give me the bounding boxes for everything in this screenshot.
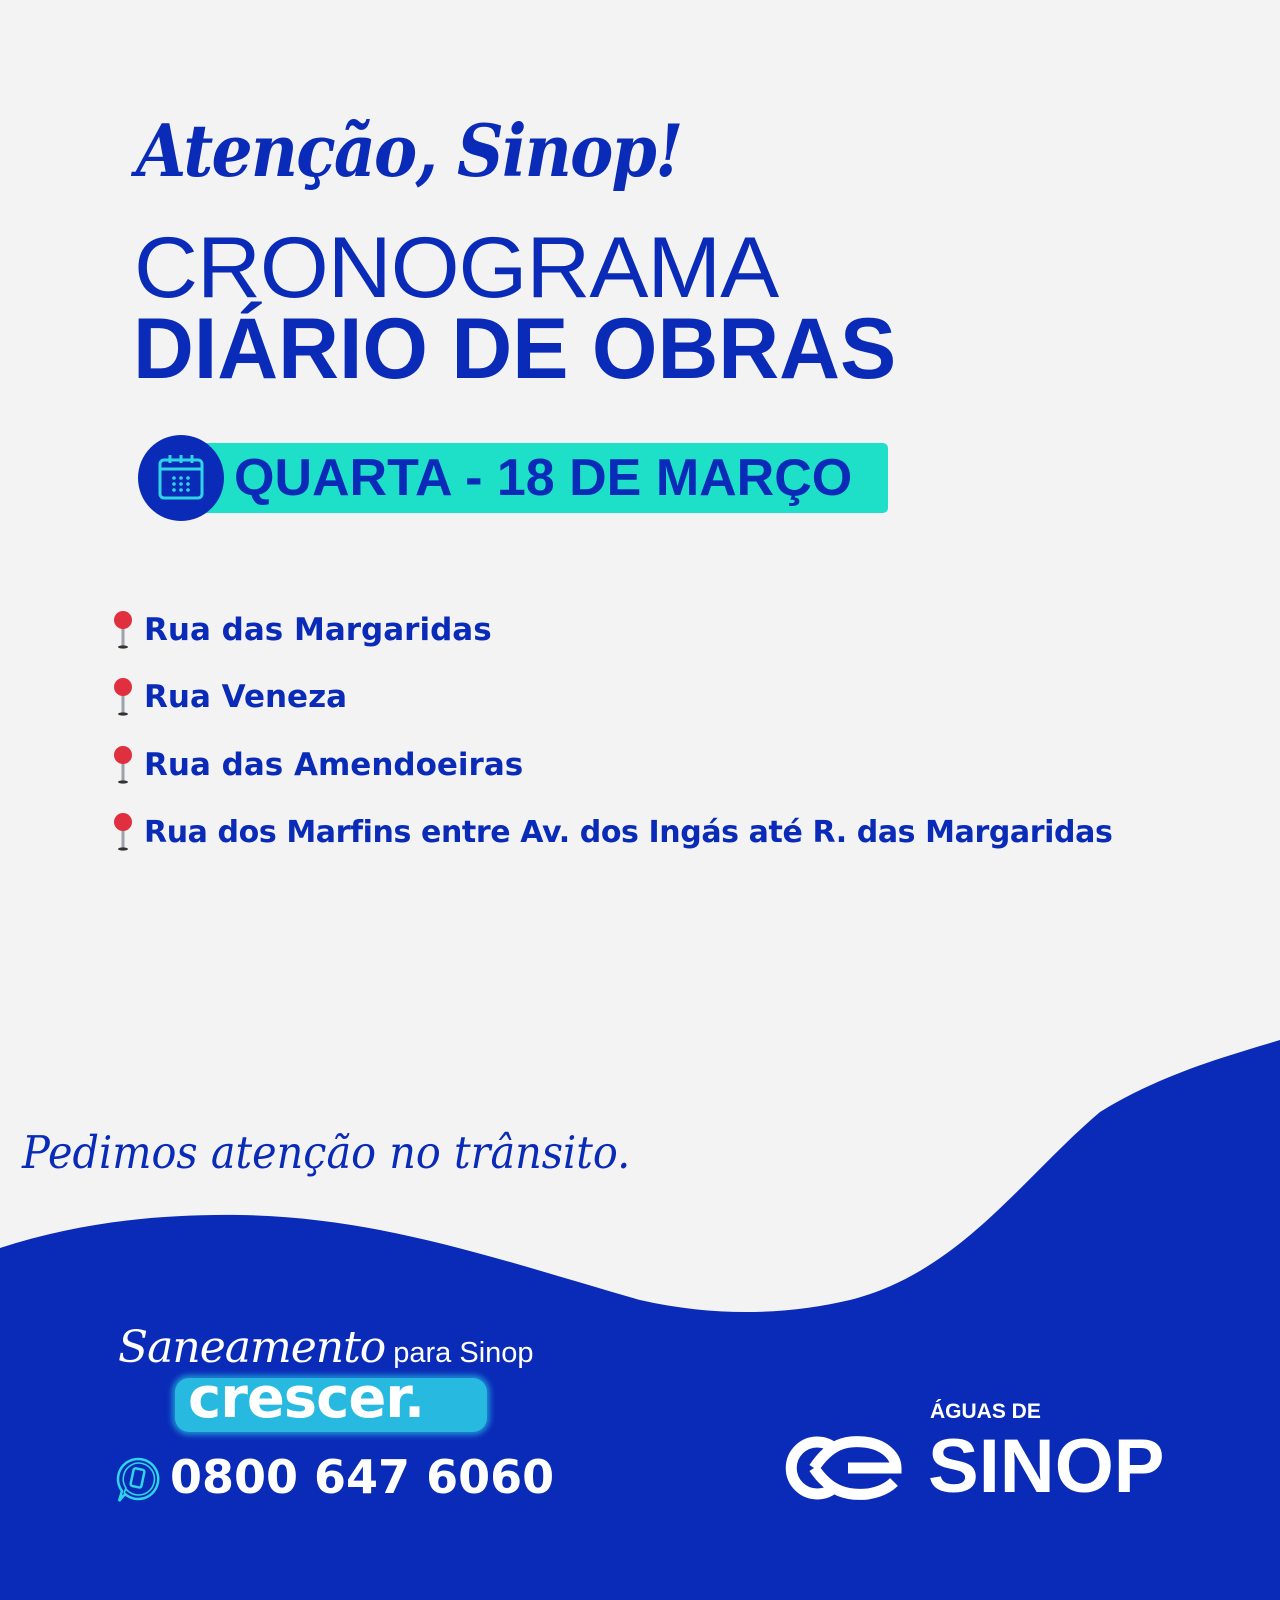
round-pushpin-icon xyxy=(108,610,138,650)
slogan-highlight: crescer. xyxy=(188,1366,425,1431)
street-item xyxy=(108,745,523,785)
page-title-line1: CRONOGRAMA xyxy=(134,220,779,316)
street-item xyxy=(108,610,492,650)
street-item xyxy=(108,677,347,717)
slogan-script: Saneamento xyxy=(118,1322,386,1373)
date-label: QUARTA - 18 DE MARÇO xyxy=(234,449,853,507)
page-title-line2: DIÁRIO DE OBRAS xyxy=(133,301,897,397)
street-name: Rua dos Marfins entre Av. dos Ingás até R. das Margaridas xyxy=(144,814,1113,850)
calendar-icon xyxy=(138,435,224,521)
round-pushpin-icon xyxy=(108,745,138,785)
street-item xyxy=(108,812,1112,852)
street-name: Rua Veneza xyxy=(144,679,348,715)
whatsapp-phone-icon xyxy=(114,1455,162,1505)
brand-prefix: ÁGUAS DE xyxy=(930,1400,1041,1423)
brand-name: SINOP xyxy=(928,1424,1165,1509)
ae-logo-icon xyxy=(776,1434,904,1502)
phone-number[interactable]: 0800 647 6060 xyxy=(170,1450,555,1504)
round-pushpin-icon xyxy=(108,812,138,852)
street-name: Rua das Amendoeiras xyxy=(144,747,524,783)
round-pushpin-icon xyxy=(108,677,138,717)
street-name: Rua das Margaridas xyxy=(144,612,492,648)
slogan-small: para Sinop xyxy=(393,1337,534,1369)
traffic-notice: Pedimos atenção no trânsito. xyxy=(22,1126,631,1179)
greeting-heading: Atenção, Sinop! xyxy=(136,108,682,193)
